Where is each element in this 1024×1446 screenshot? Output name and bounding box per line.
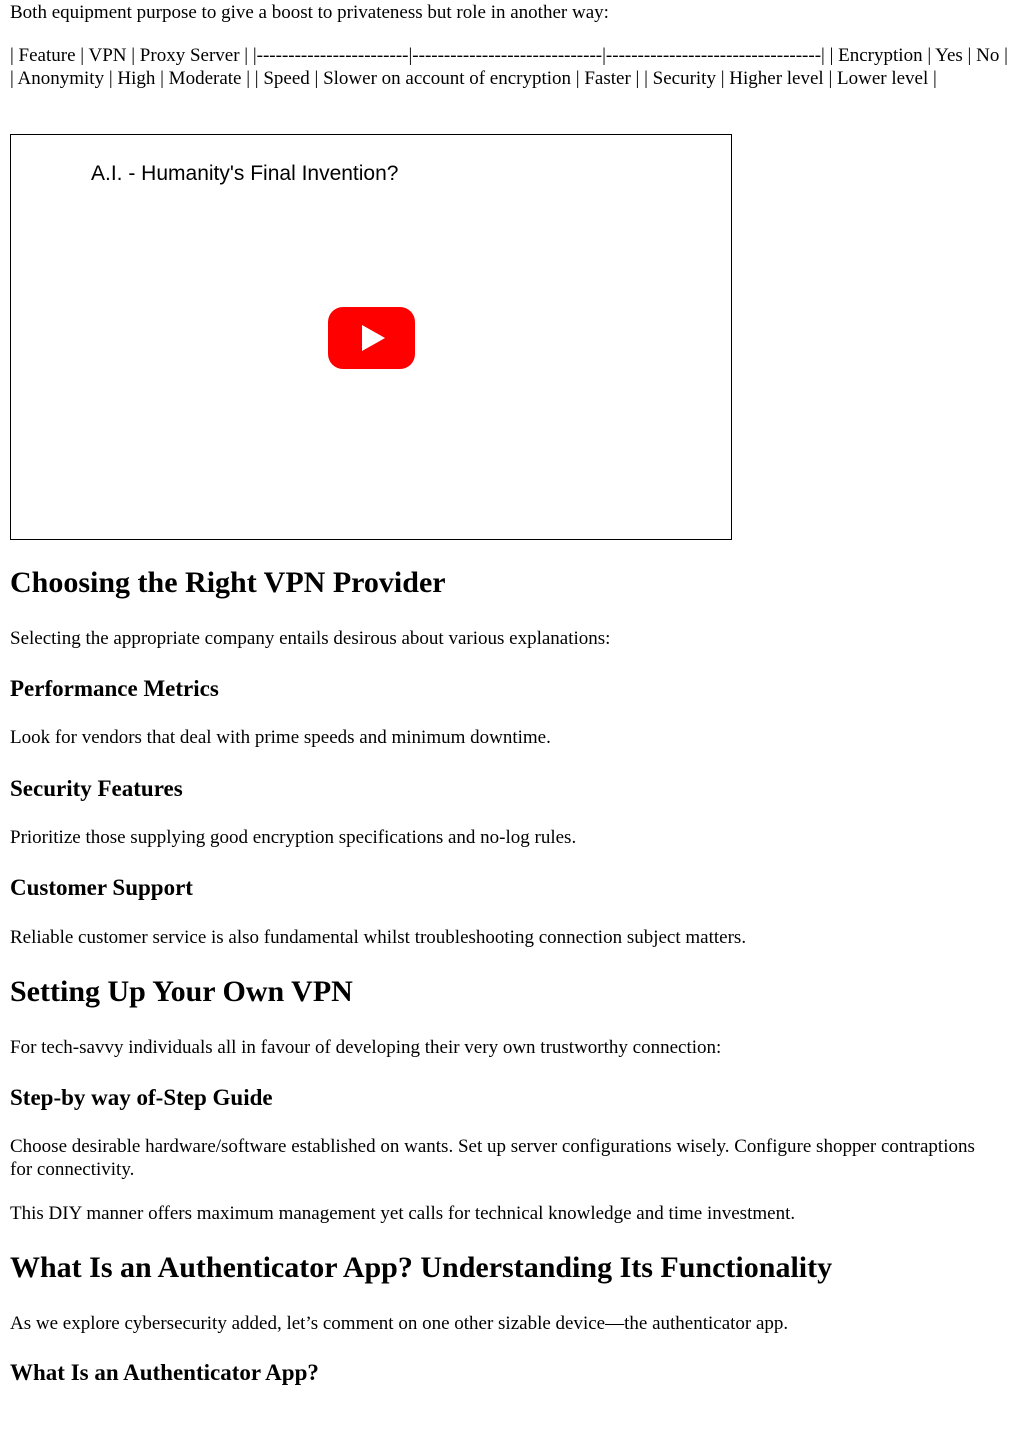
performance-text: Look for vendors that deal with prime speeds and minimum downtime. [10,727,551,748]
setup-intro: For tech-savvy individuals all in favour of developing their very own trustworthy connection: [10,1037,722,1058]
heading-what-is-authenticator: What Is an Authenticator App? [10,1360,319,1385]
support-text: Reliable customer service is also fundamental whilst troubleshooting connection subject matters. [10,927,747,948]
youtube-play-icon[interactable] [328,307,415,369]
heading-setting-up-vpn: Setting Up Your Own VPN [10,975,353,1008]
security-text: Prioritize those supplying good encryption specifications and no-log rules. [10,827,577,848]
heading-choosing-vpn: Choosing the Right VPN Provider [10,566,446,599]
guide-text: Choose desirable hardware/software established on wants. Set up server configurations wisely. Configure shopper contraptions for connectivity. [10,1136,975,1180]
comparison-table-text: | Feature | VPN | Proxy Server | |------------------------|------------------------------|----------------------------------| | Encryption | Yes | No | | Anonymity | High | Moderate | | Speed | Slower on account of encryption | Faster | | Security | Higher level | Lower level | [10,45,1008,89]
intro-paragraph: Both equipment purpose to give a boost to privateness but role in another way: [10,2,609,23]
video-title: A.I. - Humanity's Final Invention? [91,162,399,185]
video-embed[interactable] [10,134,732,540]
choosing-intro: Selecting the appropriate company entails desirous about various explanations: [10,628,611,649]
heading-performance-metrics: Performance Metrics [10,676,219,701]
heading-security-features: Security Features [10,776,183,801]
authenticator-intro: As we explore cybersecurity added, let’s comment on one other sizable device—the authenticator app. [10,1313,789,1334]
heading-step-guide: Step-by way of-Step Guide [10,1085,273,1110]
heading-customer-support: Customer Support [10,875,193,900]
heading-authenticator-app: What Is an Authenticator App? Understanding Its Functionality [10,1251,833,1284]
diy-text: This DIY manner offers maximum management yet calls for technical knowledge and time investment. [10,1203,796,1224]
